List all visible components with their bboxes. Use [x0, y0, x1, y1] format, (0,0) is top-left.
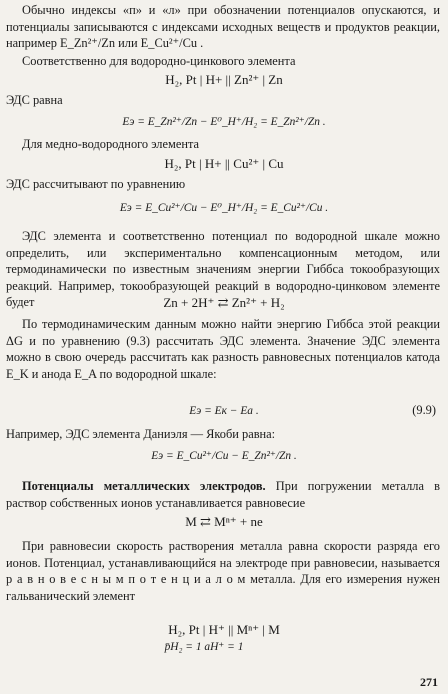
- section-heading: Потенциалы металлических электродов.: [22, 479, 266, 493]
- equation-hydrogen-zinc-cell: H₂, Pt | H+ || Zn²⁺ | Zn: [165, 72, 283, 87]
- paragraph-3: По термодинамическим данным можно найти энергию Гиббса этой реакции ΔG и по уравнению (9.3) рассчитать ЭДС элемента. Значение ЭДС элемента можно в свою очередь рассчитать как разность равновесных потенциалов катода E_K и анода E_A по водородной шкале:: [6, 317, 440, 381]
- equation-metal-equilibrium: M ⇄ Mⁿ⁺ + ne: [185, 514, 263, 529]
- equation-number: (9.9): [412, 403, 436, 417]
- equation-9-9: Eэ = Eк − Eа .: [189, 405, 259, 417]
- equation-emf-zinc: Eэ = E_Zn²⁺/Zn − E⁰_H⁺/H₂ = E_Zn²⁺/Zn .: [122, 116, 326, 128]
- paragraph-2: ЭДС элемента и соответственно потенциал по водородной шкале можно определить, или экспериментально компенсационным методом, или термодинамически по известным значениям энергии Гиббса токообразующих реакций. Например, токообразующей реакций в водородно-цинковом элементе будет: [6, 229, 440, 310]
- line-emf-calculated: ЭДС рассчитывают по уравнению: [6, 177, 186, 191]
- paragraph-5: При равновесии скорость растворения металла равна скорости разряда его ионов. Потенциал, устанавливающийся на электроде при равновесии, называется р а в н о в е с н ы м п о т е н ц и а л о м металла. Для его измерения нужен гальванический элемент: [6, 539, 440, 603]
- line-copper-hydrogen-intro: Для медно-водородного элемента: [22, 137, 200, 151]
- equation-copper-hydrogen-cell: H₂, Pt | H+ || Cu²⁺ | Cu: [164, 156, 284, 171]
- equation-conditions: p̄H₂ = 1 aH⁺ = 1: [164, 641, 244, 653]
- paragraph-4-text: При погружении металла в раствор собственных ионов устанавливается равновесие: [6, 479, 440, 510]
- equation-galvanic-cell: H₂, Pt | H⁺ || Mⁿ⁺ | M: [168, 622, 280, 637]
- page-number: 271: [420, 675, 438, 689]
- equation-zinc-reaction: Zn + 2H⁺ ⇄ Zn²⁺ + H₂: [163, 295, 285, 310]
- paragraph-4: [6, 478, 440, 511]
- paragraph-1: Обычно индексы «п» и «л» при обозначении потенциалов опускаются, и потенциалы записываются с индексами исходных веществ и продуктов реакции, например E_Zn²⁺/Zn или E_Cu²⁺/Cu .: [6, 3, 440, 51]
- line-hydrogen-zinc-intro: Соответственно для водородно-цинкового элемента: [22, 54, 296, 68]
- line-daniell-jacobi: Например, ЭДС элемента Даниэля — Якоби равна:: [6, 427, 276, 441]
- line-emf-equals: ЭДС равна: [6, 93, 63, 107]
- equation-daniell-jacobi: Eэ = E_Cu²⁺/Cu − E_Zn²⁺/Zn .: [151, 450, 297, 462]
- equation-emf-copper: Eэ = E_Cu²⁺/Cu − E⁰_H⁺/H₂ = E_Cu²⁺/Cu .: [119, 202, 329, 214]
